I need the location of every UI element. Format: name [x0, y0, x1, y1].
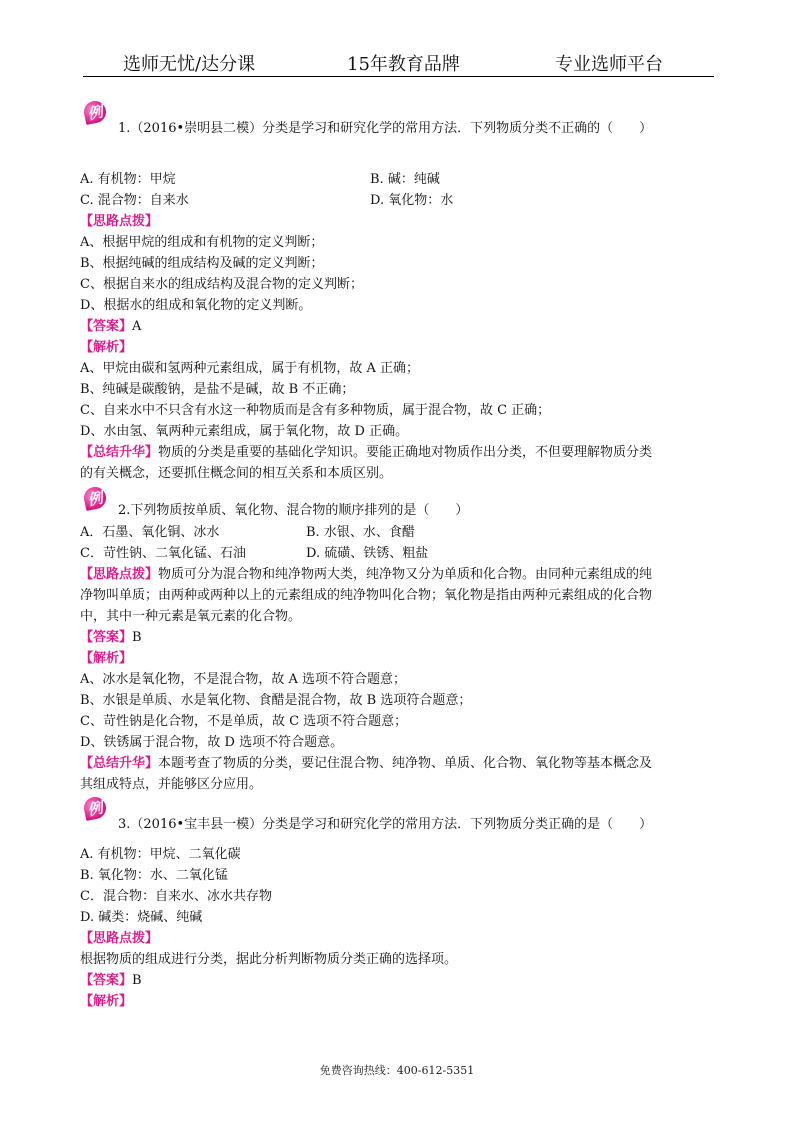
q2-analysis-line: B、水银是单质、水是氧化物、食醋是混合物，故 B 选项符合题意； [80, 693, 472, 708]
q1-hint-line: C、根据自来水的组成结构及混合物的定义判断； [80, 277, 363, 292]
q1-analysis-line: B、纯碱是碳酸钠，是盐不是碱，故 B 不正确； [80, 382, 355, 397]
q2-hint-line: 净物叫单质；由两种或两种以上的元素组成的纯净物叫化合物；氧化物是指由两种元素组成的化合物 [80, 588, 653, 603]
q3-answer-row [80, 973, 142, 989]
q3-option: A. 有机物：甲烷、二氧化碳 [80, 847, 241, 862]
q2-option-c: C．苛性钠、二氧化锰、石油 [80, 546, 246, 561]
q1-option-c: C. 混合物：自来水 [80, 193, 189, 208]
q2-summary-row [80, 756, 652, 772]
q3-answer-tag: 【答案】 [80, 973, 133, 988]
q2-summary-line: 本题考查了物质的分类，要记住混合物、纯净物、单质、化合物、氧化物等基本概念及 [158, 756, 653, 771]
q2-option-b: B. 水银、水、食醋 [306, 525, 415, 540]
q2-option-d: D. 硫磺、铁锈、粗盐 [306, 546, 429, 561]
hotline-footer: 免费咨询热线：400-612-5351 [319, 1064, 475, 1077]
q3-option: D. 碱类：烧碱、纯碱 [80, 910, 203, 925]
q1-hint-tag: 【思路点拨】 [80, 214, 159, 229]
example-badge-icon: 例 [82, 795, 108, 821]
q1-answer-tag: 【答案】 [80, 319, 133, 334]
q1-analysis-tag: 【解析】 [80, 340, 133, 355]
q2-summary-line: 其组成特点，并能够区分应用。 [80, 777, 263, 792]
q2-summary-tag: 【总结升华】 [80, 756, 159, 771]
page-header [83, 50, 714, 77]
example-badge-icon: 例 [82, 485, 108, 511]
q2-answer: B [132, 630, 142, 645]
q1-summary-line: 物质的分类是重要的基础化学知识。要能正确地对物质作出分类，不但要理解物质分类 [158, 445, 653, 460]
q2-hint-line: 中，其中一种元素是氧元素的化合物。 [80, 609, 302, 624]
q1-summary-row [80, 445, 652, 461]
q1-summary-tag: 【总结升华】 [80, 445, 159, 460]
q3-hint-tag: 【思路点拨】 [80, 931, 159, 946]
q2-hint-row [80, 567, 652, 583]
q3-option: C．混合物：自来水、冰水共存物 [80, 889, 272, 904]
q2-analysis-line: A、冰水是氧化物，不是混合物，故 A 选项不符合题意； [80, 672, 407, 687]
q1-hint-line: A、根据甲烷的组成和有机物的定义判断； [80, 235, 324, 250]
q2-hint-tag: 【思路点拨】 [80, 567, 159, 582]
q1-answer: A [132, 319, 142, 334]
q1-analysis-line: D、水由氢、氧两种元素组成，属于氧化物，故 D 正确。 [80, 424, 409, 439]
example-badge-icon: 例 [82, 99, 108, 125]
header-platform: 专业选师平台 [555, 54, 663, 75]
q1-analysis-line: C、自来水中不只含有水这一种物质而是含有多种物质，属于混合物，故 C 正确； [80, 403, 551, 418]
q1-summary-line: 的有关概念，还要抓住概念间的相互关系和本质区别。 [80, 466, 393, 481]
q3-hint-line: 根据物质的组成进行分类，据此分析判断物质分类正确的选择项。 [80, 952, 458, 967]
q1-stem: 1.（2016•崇明县二模）分类是学习和研究化学的常用方法．下列物质分类不正确的（ ） [118, 121, 653, 136]
q1-hint-line: D、根据水的组成和氧化物的定义判断。 [80, 298, 312, 313]
q1-option-d: D. 氧化物：水 [370, 193, 454, 208]
q2-answer-tag: 【答案】 [80, 630, 133, 645]
q3-analysis-tag: 【解析】 [80, 994, 133, 1009]
q1-answer-row [80, 319, 141, 335]
q2-analysis-line: D、铁锈属于混合物，故 D 选项不符合题意。 [80, 735, 344, 750]
header-brand: 选师无忧/达分课 [123, 54, 256, 75]
q1-option-b: B. 碱：纯碱 [370, 172, 440, 187]
q2-hint-line: 物质可分为混合物和纯净物两大类，纯净物又分为单质和化合物。由同种元素组成的纯 [158, 567, 653, 582]
q2-stem: 2.下列物质按单质、氧化物、混合物的顺序排列的是（ ） [118, 503, 469, 518]
q2-analysis-tag: 【解析】 [80, 651, 133, 666]
q1-hint-line: B、根据纯碱的组成结构及碱的定义判断； [80, 256, 324, 271]
q1-analysis-line: A、甲烷由碳和氢两种元素组成，属于有机物，故 A 正确； [80, 361, 420, 376]
q2-option-a: A．石墨、氧化铜、冰水 [80, 525, 220, 540]
q1-option-a: A. 有机物：甲烷 [80, 172, 176, 187]
q2-analysis-line: C、苛性钠是化合物，不是单质，故 C 选项不符合题意； [80, 714, 408, 729]
header-slogan: 15年教育品牌 [347, 54, 460, 75]
q3-stem: 3.（2016•宝丰县一模）分类是学习和研究化学的常用方法．下列物质分类正确的是（ ） [118, 817, 653, 832]
q3-option: B. 氧化物：水、二氧化锰 [80, 868, 228, 883]
q2-answer-row [80, 630, 142, 646]
q3-answer: B [132, 973, 142, 988]
